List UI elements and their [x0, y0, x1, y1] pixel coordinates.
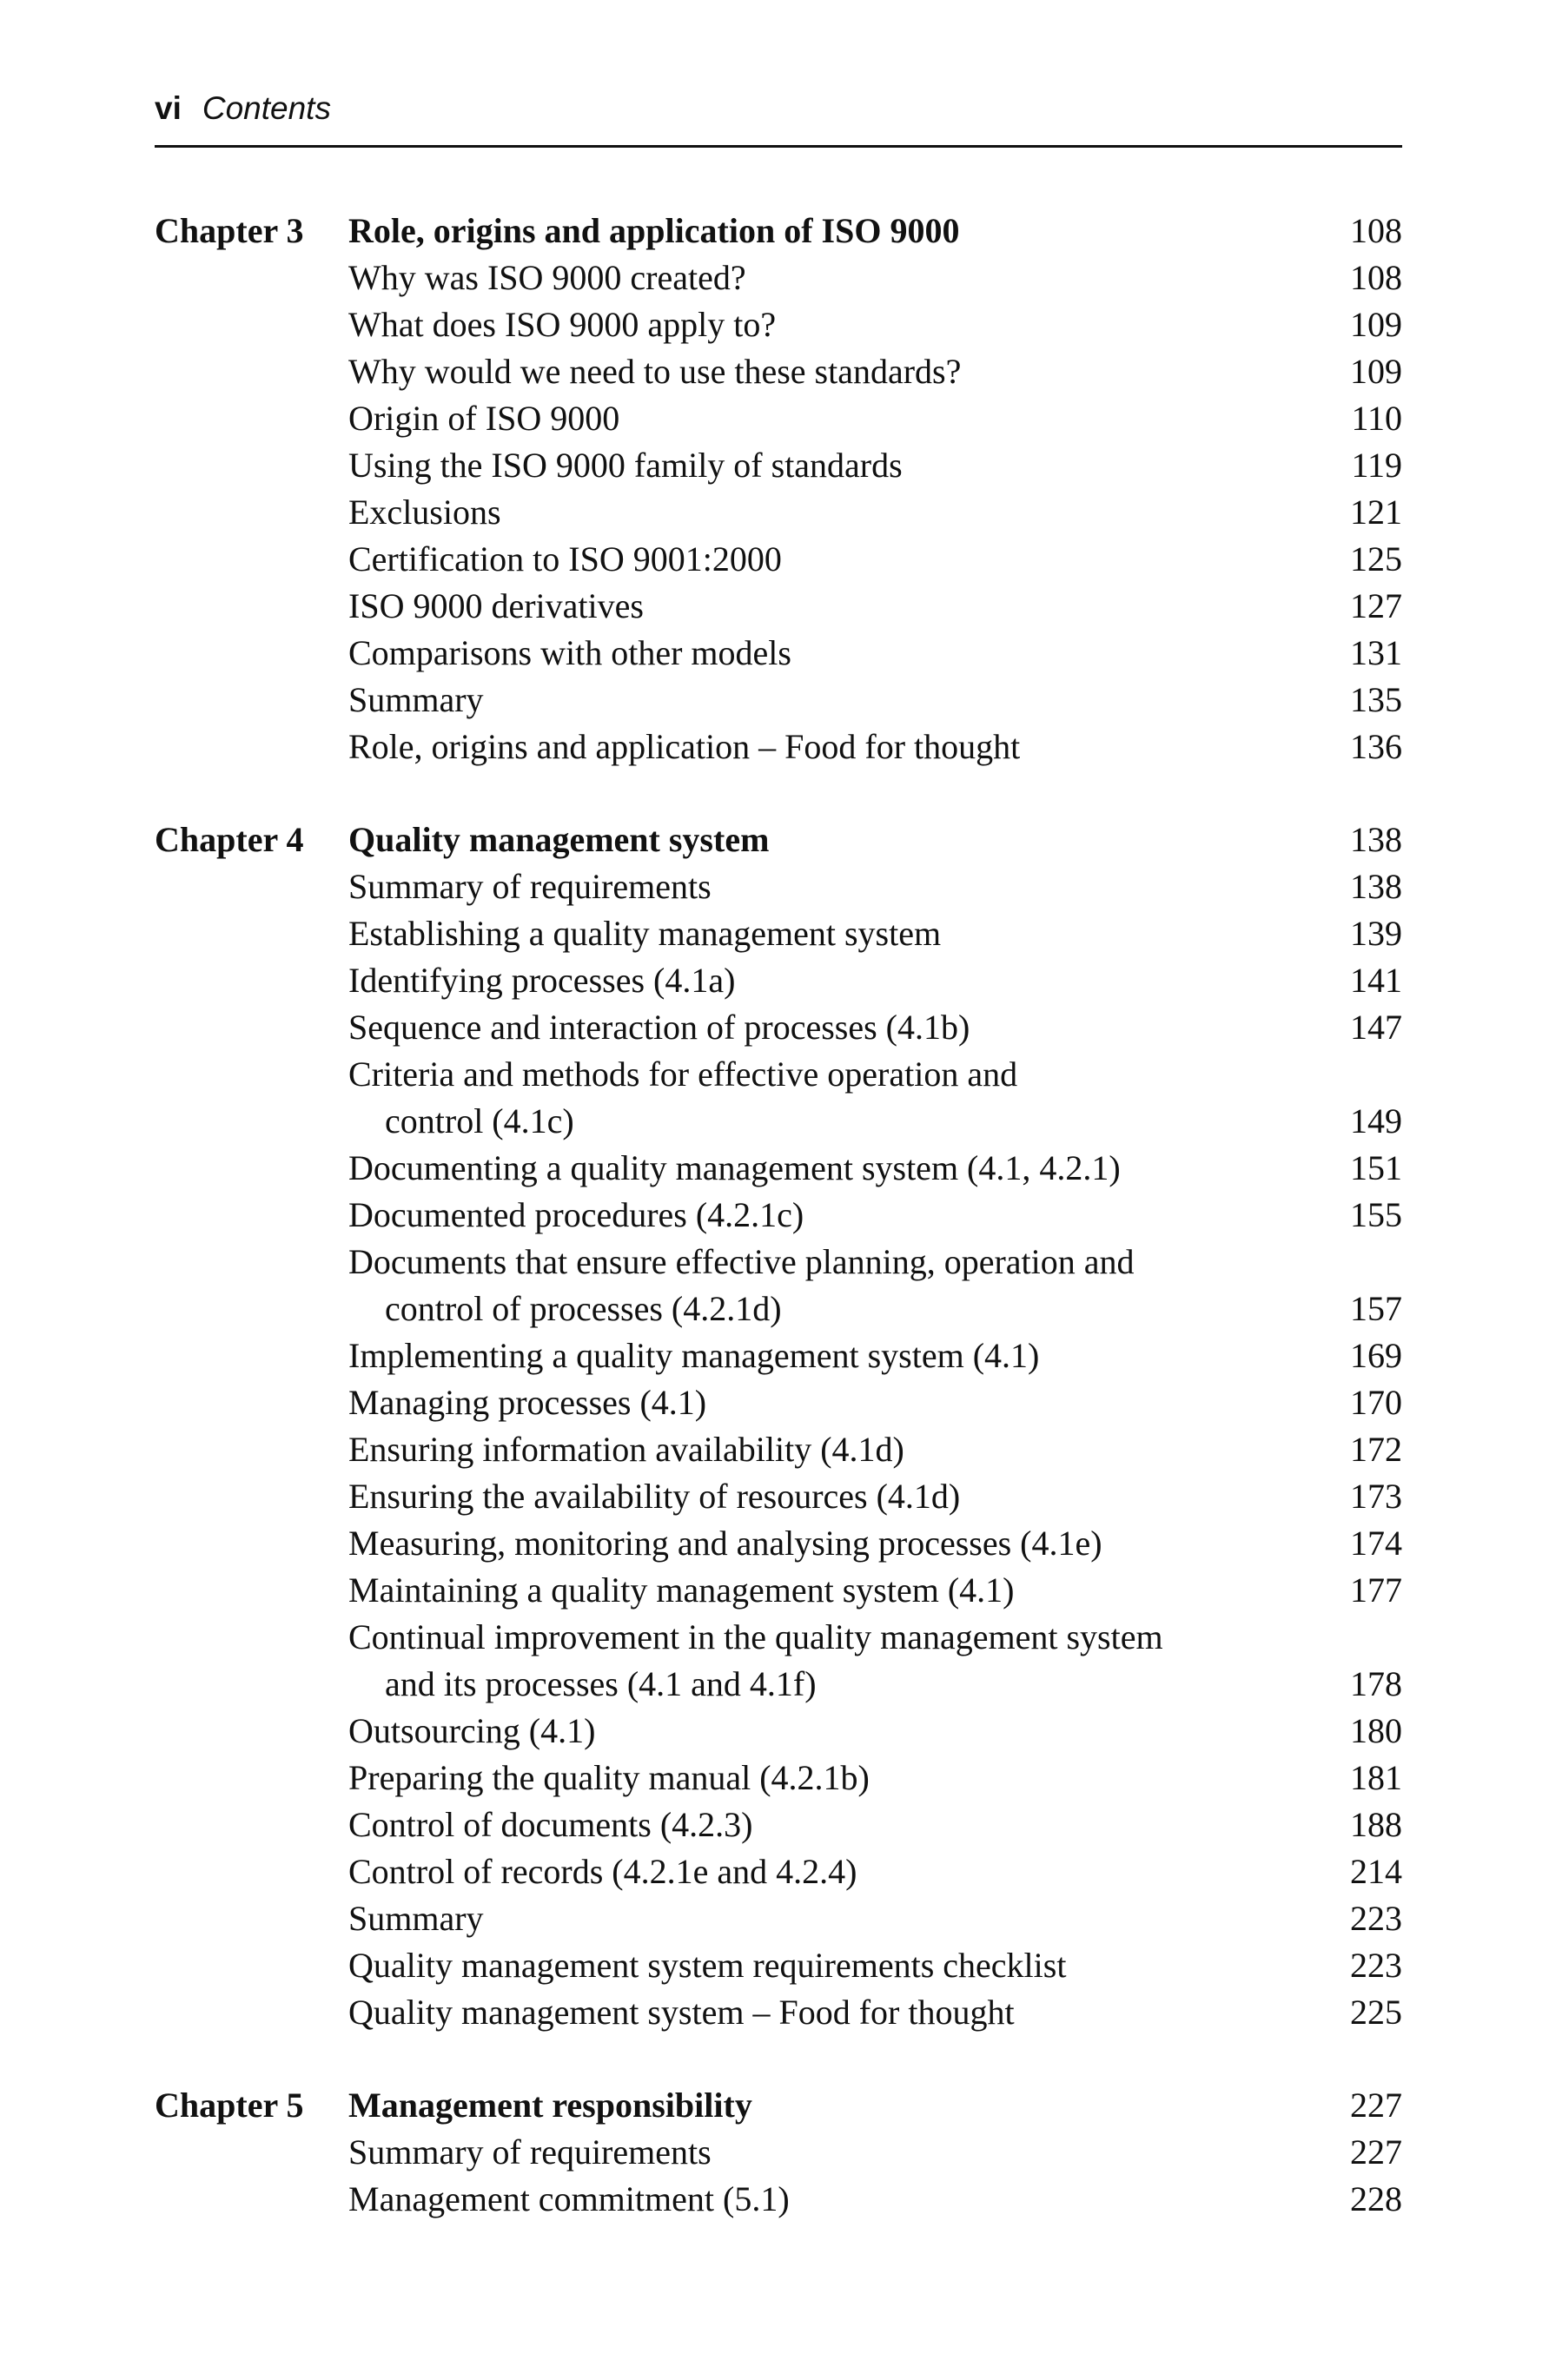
toc-entry[interactable] — [348, 1426, 1402, 1473]
entry-title: Managing processes (4.1) — [348, 1383, 707, 1422]
entry-title: Outsourcing (4.1) — [348, 1711, 596, 1750]
page-number: 223 — [1350, 1899, 1402, 1938]
page-number: 170 — [1350, 1383, 1402, 1422]
entry-title: What does ISO 9000 apply to? — [348, 305, 777, 344]
page-number: 157 — [1350, 1289, 1402, 1328]
toc-entry[interactable] — [348, 677, 1402, 724]
toc-entry[interactable] — [348, 863, 1402, 910]
toc-entry[interactable] — [348, 536, 1402, 583]
running-head — [155, 90, 1402, 142]
entry-title: Why would we need to use these standards? — [348, 352, 962, 391]
entry-title: Implementing a quality management system (4.1) — [348, 1336, 1040, 1375]
page-number: 173 — [1350, 1477, 1402, 1516]
entry-title: Ensuring information availability (4.1d) — [348, 1430, 904, 1469]
page-number: 110 — [1351, 399, 1402, 438]
page-number: 147 — [1350, 1008, 1402, 1047]
toc-entry[interactable] — [348, 1192, 1402, 1239]
entry-title: Certification to ISO 9001:2000 — [348, 539, 782, 578]
chapter-label: Chapter 3 — [155, 211, 304, 250]
toc-entry[interactable] — [348, 1567, 1402, 1614]
toc-entry[interactable] — [348, 1802, 1402, 1848]
page-number: 228 — [1350, 2179, 1402, 2218]
chapter-5-entries — [348, 2082, 1402, 2223]
toc-entry[interactable] — [348, 630, 1402, 677]
page-number: 223 — [1350, 1946, 1402, 1985]
entry-title-line-1: Continual improvement in the quality management system — [348, 1617, 1163, 1656]
entry-title: Measuring, monitoring and analysing processes (4.1e) — [348, 1524, 1102, 1563]
entry-title: Quality management system requirements checklist — [348, 1946, 1067, 1985]
toc-entry[interactable] — [348, 255, 1402, 301]
chapter-label: Chapter 5 — [155, 2086, 304, 2125]
entry-title: Sequence and interaction of processes (4.1b) — [348, 1008, 970, 1047]
toc-entry[interactable] — [348, 348, 1402, 395]
page-number: 109 — [1350, 305, 1402, 344]
toc-entry[interactable] — [348, 1708, 1402, 1755]
toc-entry[interactable] — [348, 1473, 1402, 1520]
entry-title-line-2: control (4.1c) — [385, 1101, 574, 1140]
toc-entry[interactable] — [348, 442, 1402, 489]
toc-entry[interactable] — [348, 583, 1402, 630]
entry-title: Summary of requirements — [348, 2132, 712, 2172]
entry-title: Why was ISO 9000 created? — [348, 258, 746, 297]
chapter-4-entries — [348, 816, 1402, 2036]
page-number: 121 — [1350, 493, 1402, 532]
toc-entry[interactable] — [348, 1942, 1402, 1989]
chapter-title-entry[interactable] — [348, 208, 1402, 255]
chapter-title: Quality management system — [348, 820, 770, 859]
page-number: 172 — [1350, 1430, 1402, 1469]
page-number: 108 — [1350, 258, 1402, 297]
page-number: 149 — [1350, 1101, 1402, 1140]
entry-title: Role, origins and application – Food for thought — [348, 727, 1021, 766]
chapter-title-entry[interactable] — [348, 816, 1402, 863]
toc-entry[interactable] — [348, 1989, 1402, 2036]
entry-title — [348, 1239, 1269, 1332]
page-number: 141 — [1350, 961, 1402, 1000]
chapter-title: Management responsibility — [348, 2086, 752, 2125]
entry-title — [348, 1614, 1269, 1708]
toc-entry[interactable] — [348, 724, 1402, 770]
chapter-3-entries — [348, 208, 1402, 770]
page-number: 125 — [1350, 539, 1402, 578]
toc-entry[interactable] — [348, 2129, 1402, 2176]
entry-title: Identifying processes (4.1a) — [348, 961, 736, 1000]
running-head-section: Contents — [202, 90, 331, 126]
entry-title: Ensuring the availability of resources (4.1d) — [348, 1477, 961, 1516]
entry-title: Quality management system – Food for thought — [348, 1993, 1015, 2032]
toc-entry[interactable] — [348, 395, 1402, 442]
entry-title: Origin of ISO 9000 — [348, 399, 620, 438]
entry-title: Control of records (4.2.1e and 4.2.4) — [348, 1852, 857, 1891]
entry-title: Comparisons with other models — [348, 633, 791, 672]
entry-title: Control of documents (4.2.3) — [348, 1805, 753, 1844]
page-number: 214 — [1350, 1852, 1402, 1891]
entry-title-line-1: Documents that ensure effective planning, operation and — [348, 1242, 1135, 1281]
entry-title: Summary — [348, 680, 484, 719]
page-number: 155 — [1350, 1195, 1402, 1234]
chapter-title-entry[interactable] — [348, 2082, 1402, 2129]
page-number: 180 — [1350, 1711, 1402, 1750]
page-number: 138 — [1350, 820, 1402, 859]
entry-title: Using the ISO 9000 family of standards — [348, 446, 903, 485]
toc-entry[interactable] — [348, 1755, 1402, 1802]
entry-title: Maintaining a quality management system (4.1) — [348, 1570, 1015, 1610]
entry-title: Preparing the quality manual (4.2.1b) — [348, 1758, 870, 1797]
entry-title: Management commitment (5.1) — [348, 2179, 790, 2218]
entry-title-line-2: control of processes (4.2.1d) — [385, 1289, 782, 1328]
page-number: 108 — [1350, 211, 1402, 250]
page-number: 135 — [1350, 680, 1402, 719]
page-number: 227 — [1350, 2132, 1402, 2172]
entry-title — [348, 1051, 1269, 1145]
toc-entry[interactable] — [348, 301, 1402, 348]
toc-entry[interactable] — [348, 1004, 1402, 1051]
entry-title: ISO 9000 derivatives — [348, 586, 644, 625]
page-folio: vi — [155, 90, 182, 126]
page-number: 109 — [1350, 352, 1402, 391]
toc-entry[interactable] — [348, 2176, 1402, 2223]
page-number: 136 — [1350, 727, 1402, 766]
entry-title: Documenting a quality management system (4.1, 4.2.1) — [348, 1148, 1121, 1187]
page-number: 119 — [1351, 446, 1402, 485]
chapter-label: Chapter 4 — [155, 820, 304, 859]
page-number: 177 — [1350, 1570, 1402, 1610]
toc-entry[interactable] — [348, 1332, 1402, 1379]
header-rule — [155, 145, 1402, 148]
page-number: 138 — [1350, 867, 1402, 906]
toc-entry[interactable] — [348, 1614, 1402, 1708]
toc-entry[interactable] — [348, 489, 1402, 536]
toc-entry[interactable] — [348, 1145, 1402, 1192]
page-number: 131 — [1350, 633, 1402, 672]
toc-entry[interactable] — [348, 1239, 1402, 1332]
entry-title: Summary of requirements — [348, 867, 712, 906]
page-number: 225 — [1350, 1993, 1402, 2032]
page-number: 139 — [1350, 914, 1402, 953]
page-number: 178 — [1350, 1664, 1402, 1703]
toc-entry[interactable] — [348, 1895, 1402, 1942]
toc-entry[interactable] — [348, 1051, 1402, 1145]
page-number: 151 — [1350, 1148, 1402, 1187]
entry-title: Establishing a quality management system — [348, 914, 942, 953]
toc-entry[interactable] — [348, 1520, 1402, 1567]
entry-title-line-2: and its processes (4.1 and 4.1f) — [385, 1664, 817, 1703]
page-number: 174 — [1350, 1524, 1402, 1563]
entry-title: Exclusions — [348, 493, 501, 532]
toc-entry[interactable] — [348, 1379, 1402, 1426]
toc-entry[interactable] — [348, 957, 1402, 1004]
entry-title: Documented procedures (4.2.1c) — [348, 1195, 804, 1234]
page-number: 127 — [1350, 586, 1402, 625]
page-number: 181 — [1350, 1758, 1402, 1797]
entry-title-line-1: Criteria and methods for effective operation and — [348, 1054, 1018, 1094]
page-number: 169 — [1350, 1336, 1402, 1375]
toc-entry[interactable] — [348, 910, 1402, 957]
chapter-title: Role, origins and application of ISO 9000 — [348, 211, 960, 250]
page-number: 188 — [1350, 1805, 1402, 1844]
page-number: 227 — [1350, 2086, 1402, 2125]
toc-entry[interactable] — [348, 1848, 1402, 1895]
entry-title: Summary — [348, 1899, 484, 1938]
